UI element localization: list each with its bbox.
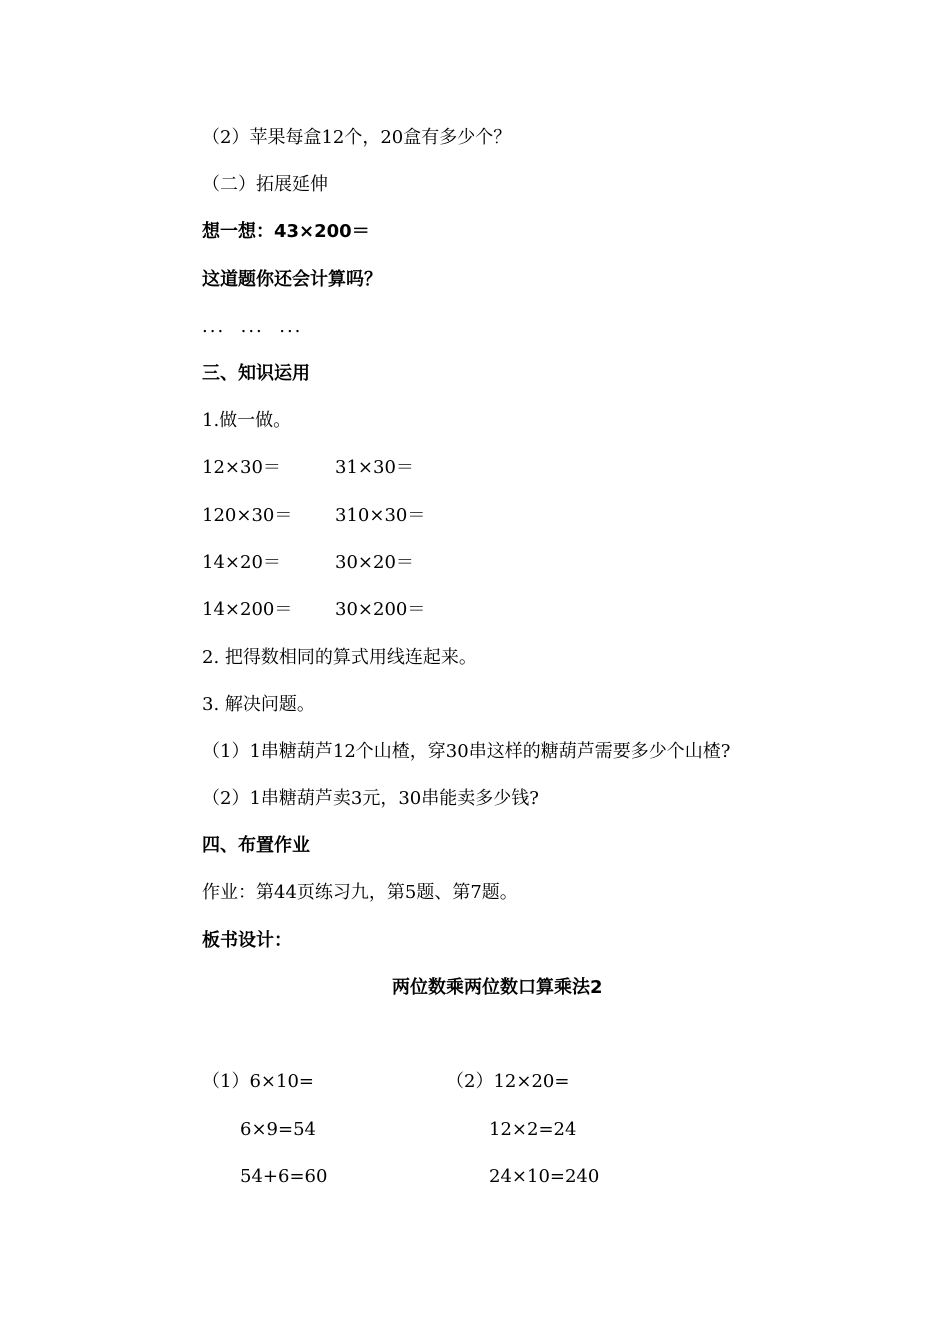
exercise-right: 31×30＝ xyxy=(335,457,414,478)
exercise-left: 120×30＝ xyxy=(202,505,293,526)
board-right-line: 12×2=24 xyxy=(489,1119,577,1140)
exercise-right: 310×30＝ xyxy=(335,505,426,526)
solve-question-2: （2）1串糖葫芦卖3元，30串能卖多少钱? xyxy=(202,788,539,809)
board-left-line: （1）6×10= xyxy=(202,1071,314,1092)
exercise-left: 14×20＝ xyxy=(202,552,281,573)
think-question: 想一想：43×200＝ xyxy=(202,221,370,242)
do-it-heading: 1.做一做。 xyxy=(202,410,292,431)
connect-instruction: 2. 把得数相同的算式用线连起来。 xyxy=(202,647,477,668)
can-you-text: 这道题你还会计算吗？ xyxy=(202,269,382,290)
exercise-right: 30×20＝ xyxy=(335,552,414,573)
section-4-heading: 四、布置作业 xyxy=(202,835,310,856)
solve-question-1: （1）1串糖葫芦12个山楂，穿30串这样的糖葫芦需要多少个山楂? xyxy=(202,741,731,762)
extension-heading: （二）拓展延伸 xyxy=(202,174,328,195)
homework-text: 作业：第44页练习九，第5题、第7题。 xyxy=(202,882,518,903)
apples-question: （2）苹果每盒12个，20盒有多少个？ xyxy=(202,127,512,148)
exercise-left: 14×200＝ xyxy=(202,599,293,620)
ellipsis: ... ... ... xyxy=(202,316,303,337)
board-right-line: 24×10=240 xyxy=(489,1166,600,1187)
board-left-line: 6×9=54 xyxy=(240,1119,316,1140)
board-right-line: （2）12×20= xyxy=(446,1071,570,1092)
board-left-line: 54+6=60 xyxy=(240,1166,328,1187)
board-title: 两位数乘两位数口算乘法2 xyxy=(392,977,603,998)
board-heading: 板书设计： xyxy=(202,930,292,951)
exercise-left: 12×30＝ xyxy=(202,457,281,478)
solve-heading: 3. 解决问题。 xyxy=(202,694,315,715)
section-3-heading: 三、知识运用 xyxy=(202,363,310,384)
exercise-right: 30×200＝ xyxy=(335,599,426,620)
